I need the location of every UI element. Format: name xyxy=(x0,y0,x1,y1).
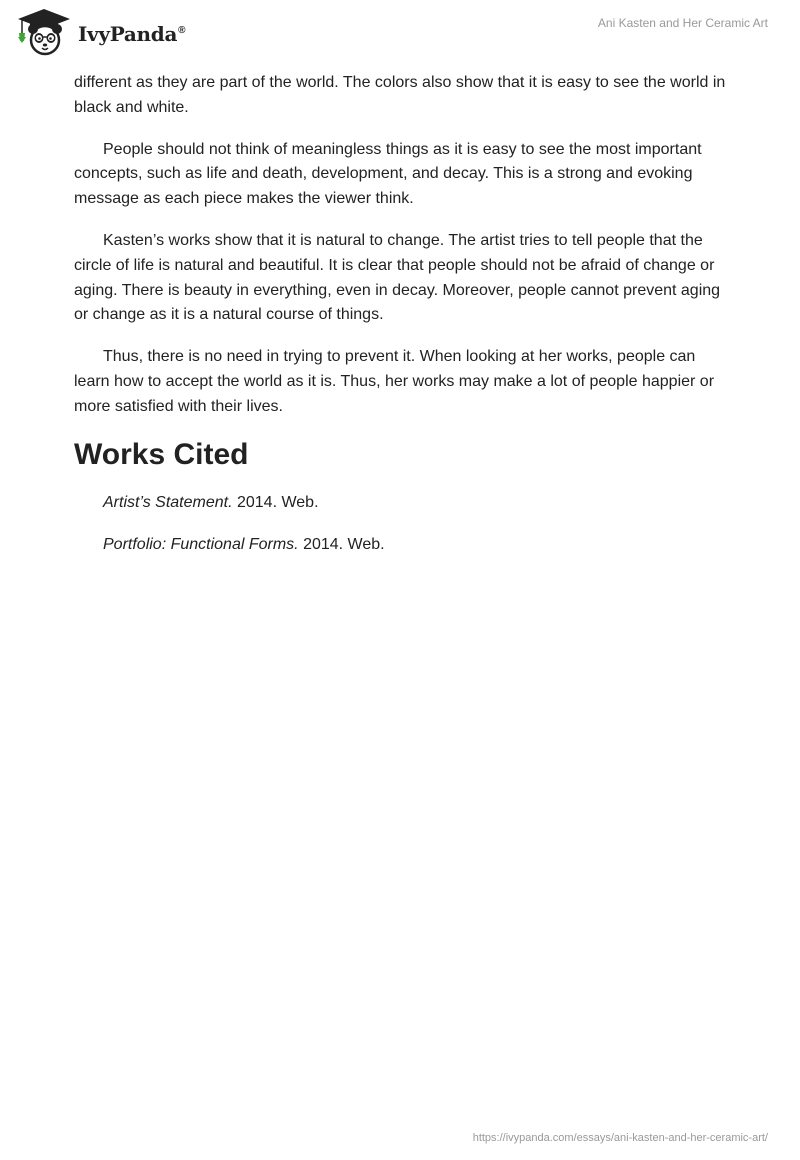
paragraph: People should not think of meaningless things as it is easy to see the most important concepts, such as life and death, development, and decay. This is a strong and evoking message as each piece makes the viewer think. xyxy=(74,140,702,208)
brand-name: IvyPanda® xyxy=(78,22,186,46)
paragraph: different as they are part of the world. The colors also show that it is easy to see the world in black and white. xyxy=(74,74,726,116)
works-cited-heading: Works Cited xyxy=(74,437,249,471)
essay-body xyxy=(74,71,728,575)
paragraph: Thus, there is no need in trying to prevent it. When looking at her works, people can learn how to accept the world as it is. Thus, her works may make a lot of people happier or more satisfied with their lives. xyxy=(74,348,715,415)
paragraph: Kasten’s works show that it is natural to change. The artist tries to tell people that the circle of life is natural and beautiful. It is clear that people should not be afraid of change or aging. There is beauty in everything, even in decay. Moreover, people cannot prevent aging or change as it is a natural course of things. xyxy=(74,231,721,324)
citation-details: 2014. Web. xyxy=(232,493,319,511)
citation-details: 2014. Web. xyxy=(298,535,385,553)
citation-title: Artist’s Statement. xyxy=(103,493,233,511)
page-header xyxy=(0,0,800,64)
ivypanda-logo[interactable] xyxy=(14,7,185,57)
source-url-link[interactable]: https://ivypanda.com/essays/ani-kasten-and-her-ceramic-art/ xyxy=(472,1132,768,1144)
citation-entry xyxy=(74,491,728,515)
document-title: Ani Kasten and Her Ceramic Art xyxy=(597,16,768,30)
registered-mark: ® xyxy=(178,25,186,37)
citation-title: Portfolio: Functional Forms. xyxy=(103,535,299,553)
panda-logo-icon xyxy=(14,7,74,57)
citation-entry xyxy=(74,533,728,557)
